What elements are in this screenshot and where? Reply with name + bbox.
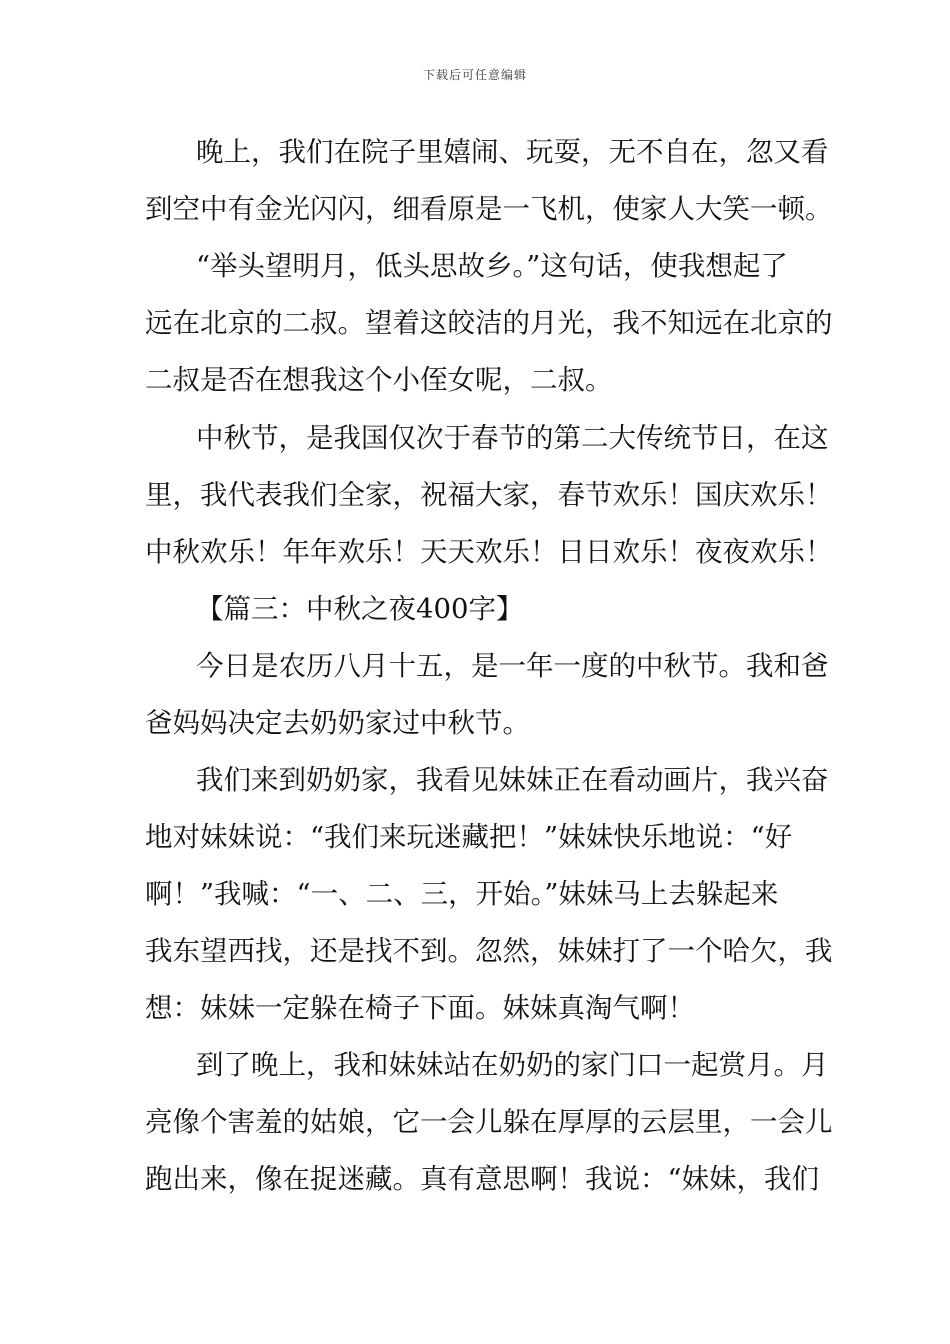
text-line-1: 晚上，我们在院子里嬉闹、玩耍，无不自在，忽又看 bbox=[196, 136, 829, 168]
text-line-16: 想：妹妹一定躲在椅子下面。妹妹真淘气啊！ bbox=[145, 992, 695, 1024]
text-line-2: 到空中有金光闪闪，细看原是一飞机，使家人大笑一顿。 bbox=[145, 193, 833, 225]
text-line-15: 我东望西找，还是找不到。忽然，妹妹打了一个哈欠，我 bbox=[145, 935, 833, 967]
text-line-19: 跑出来，像在捉迷藏。真有意思啊！我说：“妹妹，我们 bbox=[145, 1163, 820, 1195]
text-line-10: 今日是农历八月十五，是一年一度的中秋节。我和爸 bbox=[196, 650, 829, 682]
text-line-5: 二叔是否在想我这个小侄女呢，二叔。 bbox=[145, 364, 613, 396]
text-line-6: 中秋节，是我国仅次于春节的第二大传统节日，在这 bbox=[196, 422, 829, 454]
text-line-12: 我们来到奶奶家，我看见妹妹正在看动画片，我兴奋 bbox=[196, 764, 829, 796]
text-line-17: 到了晚上，我和妹妹站在奶奶的家门口一起赏月。月 bbox=[196, 1049, 829, 1081]
text-line-11: 爸妈妈决定去奶奶家过中秋节。 bbox=[145, 707, 530, 739]
section-heading: 【篇三：中秋之夜400字】 bbox=[196, 593, 524, 625]
text-line-8: 中秋欢乐！年年欢乐！天天欢乐！日日欢乐！夜夜欢乐！ bbox=[145, 536, 833, 568]
page-header: 下载后可任意编辑 bbox=[422, 68, 527, 82]
text-line-13: 地对妹妹说：“我们来玩迷藏把！”妹妹快乐地说：“好 bbox=[145, 821, 793, 853]
text-line-4: 远在北京的二叔。望着这皎洁的月光，我不知远在北京的 bbox=[145, 307, 833, 339]
text-line-3: “举头望明月，低头思故乡。”这句话，使我想起了 bbox=[196, 250, 788, 282]
text-line-18: 亮像个害羞的姑娘，它一会儿躲在厚厚的云层里，一会儿 bbox=[145, 1106, 833, 1138]
text-line-14: 啊！”我喊：“一、二、三，开始。”妹妹马上去躲起来 bbox=[145, 878, 779, 910]
text-line-7: 里，我代表我们全家，祝福大家，春节欢乐！国庆欢乐！ bbox=[145, 479, 833, 511]
